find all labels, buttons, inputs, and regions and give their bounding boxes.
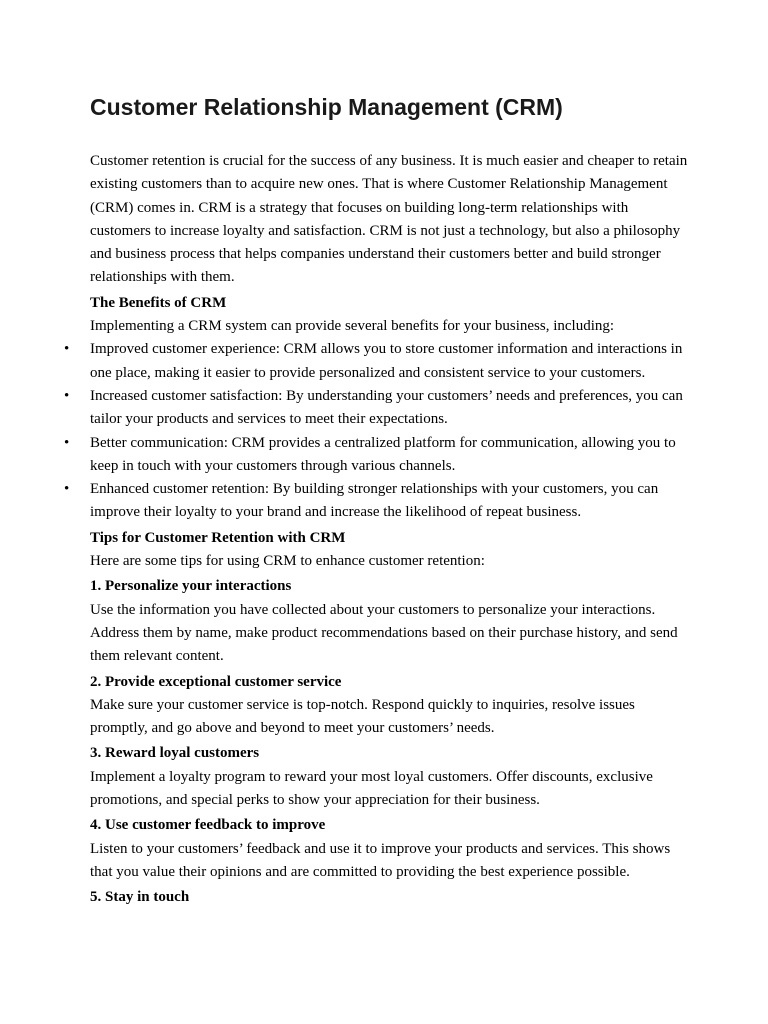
bullet-icon: • bbox=[64, 341, 70, 358]
list-item-text: Better communication: CRM provides a centralized platform for communication, allowing you to keep in touch with your customers through various channels. bbox=[90, 434, 676, 474]
tip-3-body: Implement a loyalty program to reward your most loyal customers. Offer discounts, exclusive promotions, and special perks to show your appreciation for their business. bbox=[90, 768, 653, 809]
bullet-icon: • bbox=[64, 387, 70, 404]
list-item-text: Improved customer experience: CRM allows you to store customer information and interactions in one place, making it easier to provide personalized and consistent service to your customers. bbox=[90, 341, 683, 381]
list-item bbox=[64, 432, 690, 479]
tip-4-body: Listen to your customers’ feedback and use it to improve your products and services. This shows that you value their opinions and are committed to providing the best experience possible. bbox=[90, 840, 671, 880]
bullet-icon: • bbox=[64, 481, 70, 498]
tip-2-body: Make sure your customer service is top-notch. Respond quickly to inquiries, resolve issues promptly, and go above and beyond to meet your customers’ needs. bbox=[90, 696, 635, 737]
list-item-text: Increased customer satisfaction: By understanding your customers’ needs and preferences, you can tailor your products and services to meet their expectations. bbox=[90, 387, 683, 428]
document-content bbox=[64, 92, 690, 910]
tip-1-heading: 1. Personalize your interactions bbox=[90, 578, 292, 595]
tips-lead: Here are some tips for using CRM to enhance customer retention: bbox=[90, 553, 485, 570]
bullet-icon: • bbox=[64, 434, 70, 451]
tips-heading: Tips for Customer Retention with CRM bbox=[90, 529, 346, 546]
list-item bbox=[64, 385, 690, 432]
tip-5-heading: 5. Stay in touch bbox=[90, 889, 190, 906]
benefits-lead: Implementing a CRM system can provide several benefits for your business, including: bbox=[90, 318, 615, 335]
list-item bbox=[64, 338, 690, 385]
benefits-list bbox=[64, 338, 690, 524]
tip-2-heading: 2. Provide exceptional customer service bbox=[90, 673, 342, 690]
document-title: Customer Relationship Management (CRM) bbox=[90, 94, 563, 120]
tip-3-heading: 3. Reward loyal customers bbox=[90, 745, 260, 762]
tip-1-body: Use the information you have collected about your customers to personalize your interactions. Address them by name, make product recommendations based on their purchase history, and send them relevant content. bbox=[90, 601, 678, 665]
list-item-text: Enhanced customer retention: By building stronger relationships with your customers, you can improve their loyalty to your brand and increase the likelihood of repeat business. bbox=[90, 481, 659, 521]
list-item bbox=[64, 478, 690, 525]
benefits-heading: The Benefits of CRM bbox=[90, 294, 227, 311]
intro-paragraph: Customer retention is crucial for the success of any business. It is much easier and cheaper to retain existing customers than to acquire new ones. That is where Customer Relationship Management (CRM) comes in. CRM is a strategy that focuses on building long-term relationships with customers to increase loyalty and satisfaction. CRM is not just a technology, but also a philosophy and business process that helps companies understand their customers better and build stronger relationships with them. bbox=[90, 153, 688, 286]
tip-4-heading: 4. Use customer feedback to improve bbox=[90, 817, 326, 834]
